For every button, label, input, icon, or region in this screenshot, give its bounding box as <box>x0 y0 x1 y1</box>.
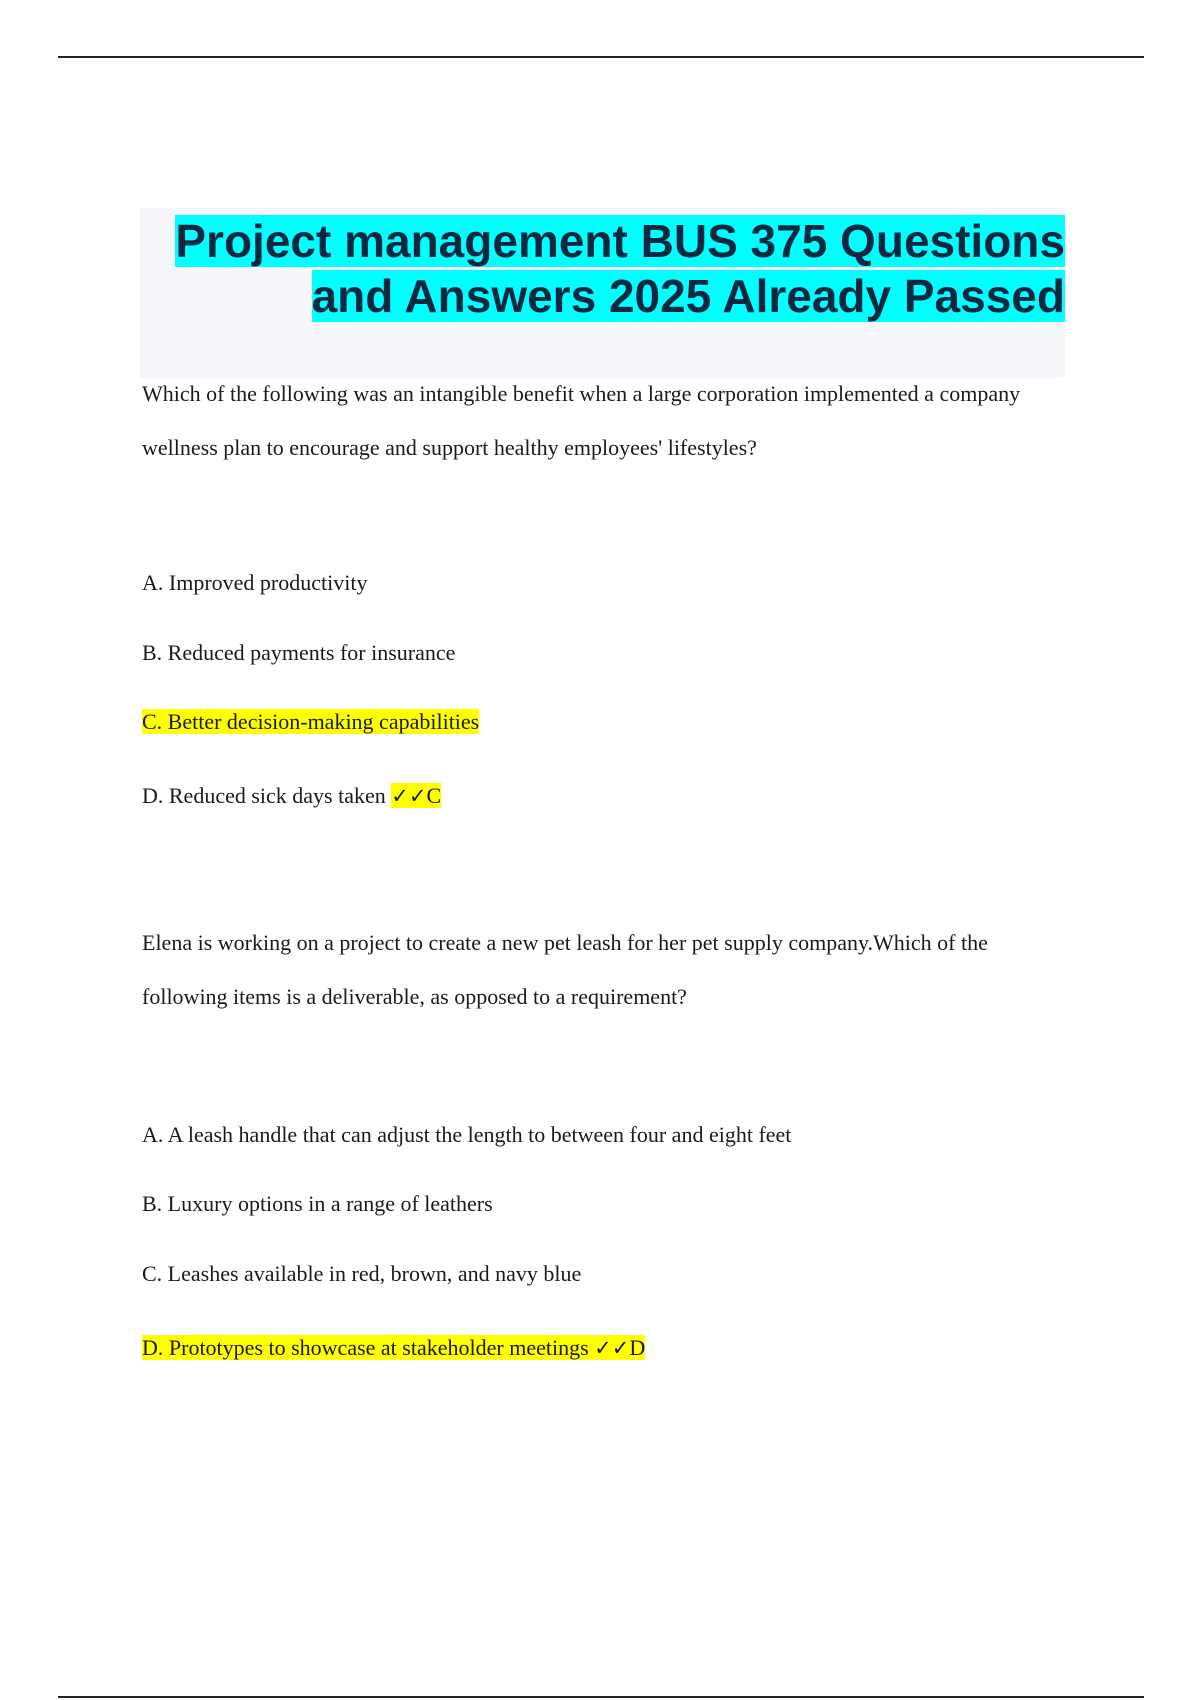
title-block <box>140 208 1065 378</box>
checkmark-icon: ✓✓ <box>391 784 427 808</box>
question-1-prompt: Which of the following was an intangible benefit when a large corporation implemented a company wellness plan to encourage and support healthy employees' lifestyles? <box>142 381 1021 460</box>
document-title <box>140 214 1065 324</box>
question-1-answer-key <box>391 783 441 808</box>
question-2-answer-letter: D <box>629 1335 646 1360</box>
question-1-option-d-text: D. Reduced sick days taken <box>142 783 386 808</box>
question-1-option-b: B. Reduced payments for insurance <box>142 640 456 665</box>
checkmark-icon: ✓✓ <box>594 1336 630 1360</box>
question-1-option-a: A. Improved productivity <box>142 570 368 595</box>
question-2-option-c: C. Leashes available in red, brown, and navy blue <box>142 1261 582 1286</box>
question-1-answer-letter: C <box>426 783 442 808</box>
question-2-answer-highlight <box>142 1335 645 1360</box>
question-1-option-d <box>142 781 441 811</box>
question-1-option-c-text: C. Better decision-making capabilities <box>142 709 480 734</box>
question-2-option-d <box>142 1333 645 1363</box>
title-line-2: and Answers 2025 Already Passed <box>311 270 1065 322</box>
bottom-rule <box>58 1696 1144 1698</box>
question-2-option-b: B. Luxury options in a range of leathers <box>142 1191 493 1216</box>
question-2-option-a: A. A leash handle that can adjust the length to between four and eight feet <box>142 1122 792 1147</box>
title-line-1: Project management BUS 375 Questions <box>175 215 1065 267</box>
question-1-option-c <box>142 707 479 737</box>
question-2-option-d-text: D. Prototypes to showcase at stakeholder meetings <box>142 1335 589 1360</box>
question-2-prompt: Elena is working on a project to create a new pet leash for her pet supply company.Which of the following items is a deliverable, as opposed to a requirement? <box>142 930 988 1009</box>
top-rule <box>58 56 1144 58</box>
